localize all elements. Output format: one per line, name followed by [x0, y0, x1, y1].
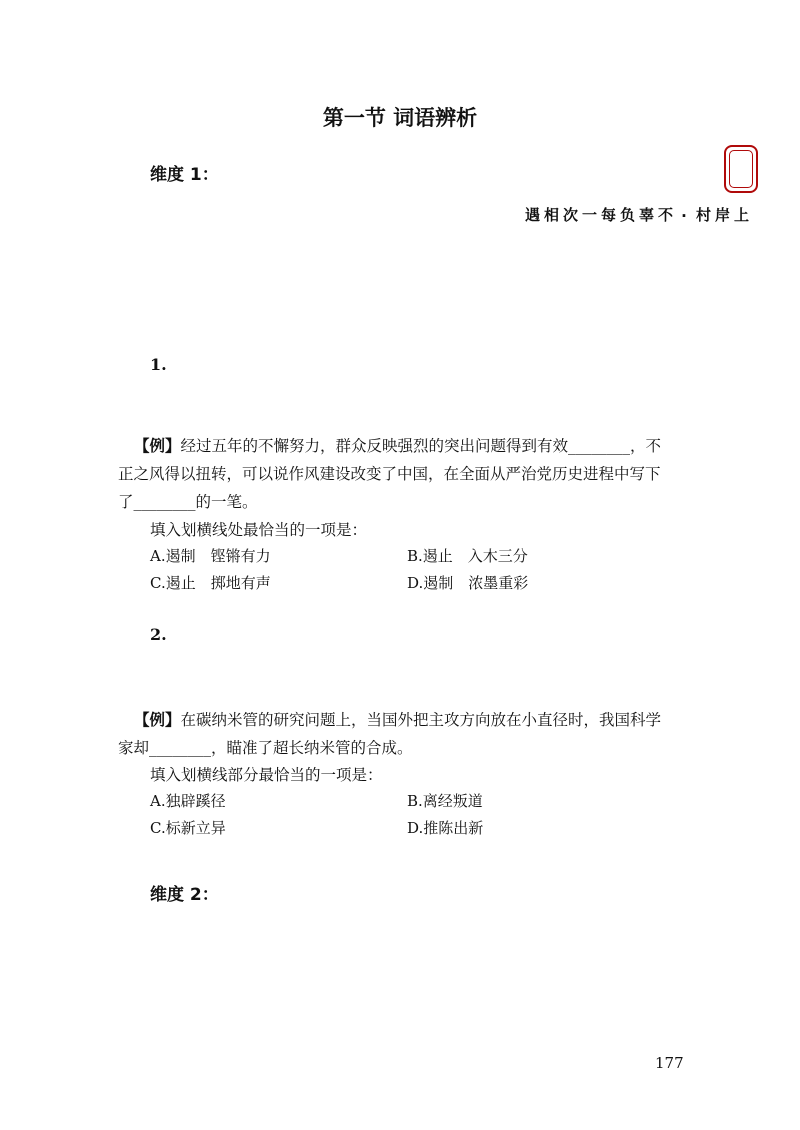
sidebar-slogan: 上岸村·不辜负每一次相遇	[523, 207, 750, 225]
question-1-line-1	[134, 434, 661, 456]
question-2-option-a: A.独辟蹊径	[150, 792, 226, 810]
question-1-prompt: 填入划横线处最恰当的一项是：	[150, 521, 368, 539]
dimension-2-heading: 维度 2：	[150, 885, 219, 905]
question-2-number: 2.	[150, 625, 167, 644]
question-1-text-1: 经过五年的不懈努力，群众反映强烈的突出问题得到有效________，不	[180, 437, 662, 455]
question-2-line-2: 家却________，瞄准了超长纳米管的合成。	[118, 739, 413, 757]
question-1-option-b: B.遏止 入木三分	[407, 547, 528, 565]
question-2-option-b: B.离经叛道	[407, 792, 483, 810]
example-bracket: 【例】	[134, 436, 181, 455]
question-1-option-d: D.遏制 浓墨重彩	[407, 574, 529, 592]
question-2-line-1	[134, 708, 661, 730]
question-1-option-c: C.遏止 掷地有声	[150, 574, 271, 592]
question-2-prompt: 填入划横线部分最恰当的一项是：	[150, 766, 383, 784]
question-2-option-d: D.推陈出新	[407, 819, 484, 837]
question-2-text-1: 在碳纳米管的研究问题上，当国外把主攻方向放在小直径时，我国科学	[180, 711, 662, 729]
page-number: 177	[655, 1054, 684, 1072]
example-bracket: 【例】	[134, 710, 181, 729]
seal-logo	[724, 145, 758, 193]
question-2-option-c: C.标新立异	[150, 819, 226, 837]
question-1-line-3: 了________的一笔。	[118, 493, 258, 511]
seal-logo-inner	[729, 150, 753, 188]
page-title: 第一节 词语辨析	[322, 106, 478, 130]
question-1-number: 1.	[150, 355, 167, 374]
question-1-line-2: 正之风得以扭转，可以说作风建设改变了中国，在全面从严治党历史进程中写下	[118, 465, 661, 483]
dimension-1-heading: 维度 1：	[150, 165, 219, 185]
question-1-option-a: A.遏制 铿锵有力	[150, 547, 271, 565]
